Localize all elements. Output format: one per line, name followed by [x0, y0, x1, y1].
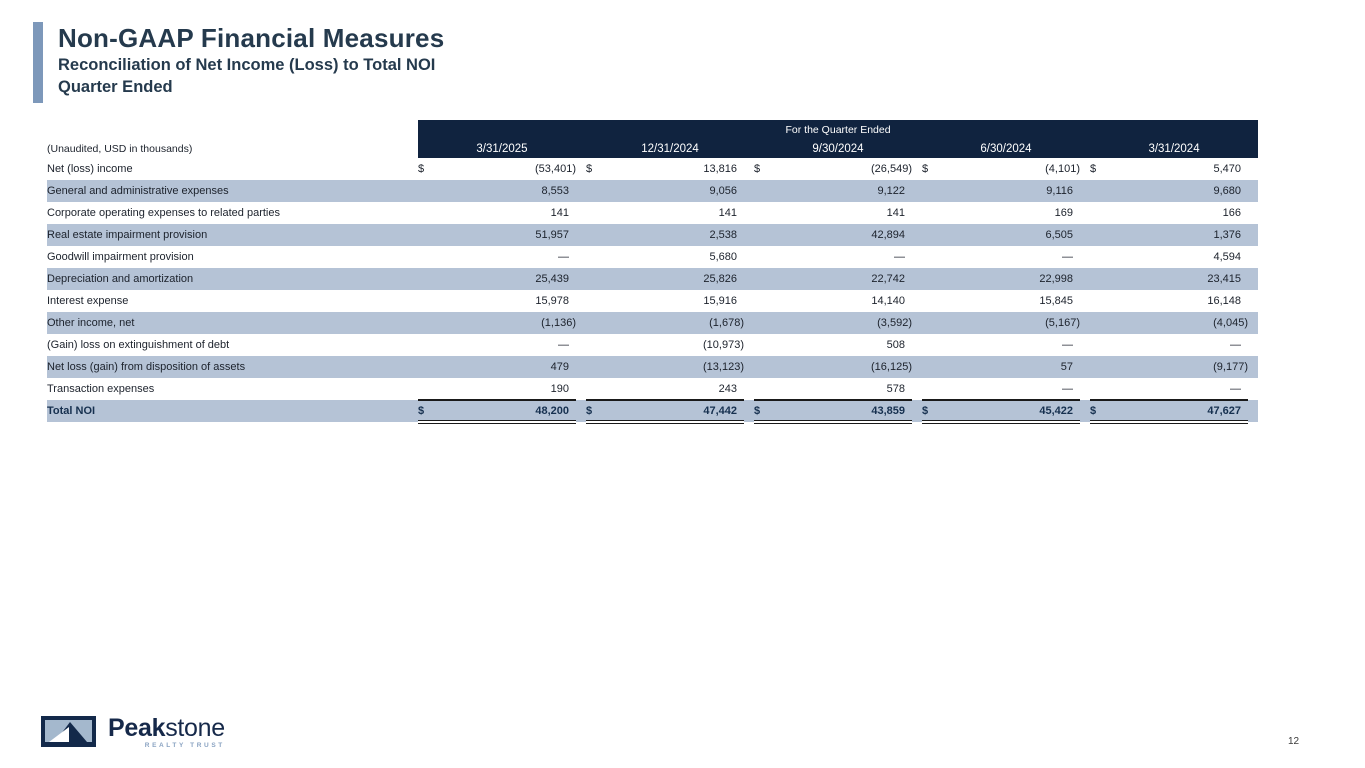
dollar-sign [418, 268, 440, 290]
table-row [47, 356, 1258, 378]
unaudited-note: (Unaudited, USD in thousands) [47, 140, 418, 158]
column-spacer [744, 202, 754, 224]
column-spacer [576, 334, 586, 356]
dollar-sign: $ [1090, 163, 1097, 175]
column-spacer [1080, 158, 1090, 180]
dollar-sign [586, 224, 608, 246]
column-spacer [912, 356, 922, 378]
value-cell: 479 [440, 356, 576, 378]
dollar-sign [418, 378, 440, 400]
column-spacer [1080, 290, 1090, 312]
value-cell: 15,916 [703, 295, 737, 307]
dollar-sign [1090, 334, 1112, 356]
value-cell: 48,200 [440, 400, 576, 422]
dollar-sign [586, 180, 608, 202]
column-spacer [1248, 378, 1258, 400]
dollar-sign [586, 246, 608, 268]
page-number: 12 [1288, 736, 1300, 747]
column-spacer [744, 180, 754, 202]
page-subtitle-line2: Quarter Ended [58, 78, 173, 97]
column-spacer [744, 356, 754, 378]
dollar-sign [1090, 378, 1112, 400]
value-cell: 15,978 [535, 295, 569, 307]
value-cell: — [558, 251, 569, 263]
value-cell: 141 [886, 207, 905, 219]
dollar-sign: $ [922, 163, 929, 175]
value-cell: (4,045) [1112, 312, 1248, 334]
table-row [47, 378, 1258, 400]
dollar-sign [586, 312, 608, 334]
page-subtitle-line1: Reconciliation of Net Income (Loss) to Total NOI [58, 56, 436, 75]
row-label: Corporate operating expenses to related parties [47, 207, 280, 219]
dollar-sign [418, 290, 440, 312]
dollar-sign [754, 312, 776, 334]
column-spacer [912, 400, 922, 422]
column-spacer [1248, 312, 1258, 334]
title-accent-bar [33, 22, 43, 103]
dollar-sign [1090, 356, 1112, 378]
table-row [47, 334, 1258, 356]
quarter-ended-group-header: For the Quarter Ended [418, 120, 1258, 140]
row-label: Depreciation and amortization [47, 268, 418, 290]
column-spacer [1080, 268, 1090, 290]
value-cell: 15,845 [1039, 295, 1073, 307]
dollar-sign [418, 356, 440, 378]
column-spacer [576, 290, 586, 312]
column-spacer [912, 334, 922, 356]
value-cell: 166 [1222, 207, 1241, 219]
dollar-sign: $ [586, 400, 608, 422]
table-row [47, 246, 1258, 268]
row-label: Net (loss) income [47, 163, 133, 175]
column-spacer [1248, 356, 1258, 378]
value-cell: 42,894 [776, 224, 912, 246]
value-cell: 141 [550, 207, 569, 219]
value-cell: (3,592) [776, 312, 912, 334]
value-cell: 508 [886, 339, 905, 351]
dollar-sign [922, 378, 944, 400]
column-spacer [744, 158, 754, 180]
column-spacer [744, 400, 754, 422]
dollar-sign [922, 334, 944, 356]
value-cell: (53,401) [535, 163, 576, 175]
column-spacer [912, 268, 922, 290]
dollar-sign [922, 202, 944, 224]
column-spacer [576, 268, 586, 290]
dollar-sign [418, 202, 440, 224]
column-spacer [1248, 268, 1258, 290]
value-cell: — [894, 251, 905, 263]
column-spacer [1080, 378, 1090, 400]
slide-header [33, 22, 444, 103]
column-spacer [576, 202, 586, 224]
value-cell: — [1230, 339, 1241, 351]
value-cell: (16,125) [776, 356, 912, 378]
value-cell: 51,957 [440, 224, 576, 246]
table-row [47, 202, 1258, 224]
column-spacer [744, 334, 754, 356]
dollar-sign [922, 180, 944, 202]
column-spacer [576, 312, 586, 334]
dollar-sign [586, 356, 608, 378]
value-cell: (5,167) [944, 312, 1080, 334]
value-cell: 8,553 [440, 180, 576, 202]
value-cell: 25,439 [440, 268, 576, 290]
column-spacer [576, 356, 586, 378]
dollar-sign: $ [922, 400, 944, 422]
dollar-sign [754, 224, 776, 246]
table-row [47, 290, 1258, 312]
column-spacer [1080, 180, 1090, 202]
row-label: Interest expense [47, 295, 129, 307]
dollar-sign [922, 246, 944, 268]
table-row [47, 224, 1258, 246]
value-cell: 57 [944, 356, 1080, 378]
table-container [47, 120, 1258, 424]
value-cell: 578 [886, 382, 905, 395]
column-spacer [1080, 400, 1090, 422]
value-cell: 22,998 [944, 268, 1080, 290]
logo-subtext: REALTY TRUST [144, 742, 225, 749]
value-cell: 9,680 [1112, 180, 1248, 202]
value-cell: — [1062, 382, 1073, 395]
dollar-sign [754, 246, 776, 268]
total-noi-row [47, 400, 1258, 422]
column-spacer [744, 312, 754, 334]
dollar-sign [418, 224, 440, 246]
column-spacer [744, 268, 754, 290]
dollar-sign: $ [754, 163, 761, 175]
dollar-sign [1090, 246, 1112, 268]
column-spacer [912, 224, 922, 246]
row-label: (Gain) loss on extinguishment of debt [47, 339, 230, 351]
column-spacer [912, 202, 922, 224]
column-spacer [1248, 400, 1258, 422]
table-row [47, 312, 1258, 334]
value-cell: 5,680 [709, 251, 737, 263]
column-spacer [912, 290, 922, 312]
dollar-sign [586, 334, 608, 356]
dollar-sign [586, 378, 608, 400]
reconciliation-table [47, 120, 1258, 424]
column-header-2: 9/30/2024 [754, 140, 922, 158]
value-cell: 16,148 [1207, 295, 1241, 307]
table-group-header-row [47, 120, 1258, 140]
value-cell: (26,549) [871, 163, 912, 175]
dollar-sign [586, 268, 608, 290]
row-label: General and administrative expenses [47, 180, 418, 202]
value-cell: 2,538 [608, 224, 744, 246]
column-spacer [744, 246, 754, 268]
value-cell: 22,742 [776, 268, 912, 290]
dollar-sign [922, 312, 944, 334]
logo-text-light: stone [165, 714, 225, 742]
column-spacer [1248, 246, 1258, 268]
peakstone-logo-icon [41, 716, 96, 747]
table-date-header-row [47, 140, 1258, 158]
column-spacer [1080, 224, 1090, 246]
column-spacer [1248, 224, 1258, 246]
column-spacer [576, 224, 586, 246]
value-cell: 9,116 [944, 180, 1080, 202]
column-spacer [1248, 334, 1258, 356]
group-header-spacer [47, 120, 418, 140]
page-title: Non-GAAP Financial Measures [58, 23, 445, 53]
column-spacer [1080, 334, 1090, 356]
value-cell: 25,826 [608, 268, 744, 290]
logo-text-bold: Peak [108, 714, 166, 742]
column-spacer [1248, 158, 1258, 180]
table-row [47, 158, 1258, 180]
dollar-sign [586, 290, 608, 312]
column-spacer [576, 180, 586, 202]
dollar-sign: $ [1090, 400, 1112, 422]
column-spacer [744, 378, 754, 400]
column-spacer [1248, 180, 1258, 202]
column-spacer [576, 246, 586, 268]
column-spacer [912, 180, 922, 202]
column-spacer [744, 290, 754, 312]
value-cell: 23,415 [1112, 268, 1248, 290]
column-spacer [576, 378, 586, 400]
value-cell: 9,056 [608, 180, 744, 202]
dollar-sign: $ [418, 400, 440, 422]
value-cell: 1,376 [1112, 224, 1248, 246]
column-spacer [744, 224, 754, 246]
dollar-sign [1090, 290, 1112, 312]
dollar-sign [922, 268, 944, 290]
dollar-sign [418, 334, 440, 356]
row-label: Transaction expenses [47, 383, 155, 395]
dollar-sign [754, 290, 776, 312]
column-spacer [1080, 312, 1090, 334]
dollar-sign [418, 180, 440, 202]
dollar-sign [754, 334, 776, 356]
company-logo [41, 716, 225, 750]
dollar-sign [418, 246, 440, 268]
column-spacer [912, 246, 922, 268]
value-cell: 243 [718, 382, 737, 395]
dollar-sign [922, 356, 944, 378]
column-header-1: 12/31/2024 [586, 140, 754, 158]
value-cell: — [1230, 382, 1241, 395]
column-spacer [1080, 246, 1090, 268]
dollar-sign: $ [754, 400, 776, 422]
value-cell: 5,470 [1213, 163, 1241, 175]
value-cell: (4,101) [1045, 163, 1080, 175]
row-label: Other income, net [47, 312, 418, 334]
value-cell: — [1062, 339, 1073, 351]
dollar-sign [754, 202, 776, 224]
column-header-3: 6/30/2024 [922, 140, 1090, 158]
column-spacer [912, 378, 922, 400]
title-block [58, 22, 444, 103]
value-cell: 43,859 [776, 400, 912, 422]
value-cell: 45,422 [944, 400, 1080, 422]
value-cell: 47,442 [608, 400, 744, 422]
value-cell: (1,678) [608, 312, 744, 334]
dollar-sign [586, 202, 608, 224]
dollar-sign [754, 180, 776, 202]
value-cell: 190 [550, 382, 569, 395]
value-cell: (1,136) [440, 312, 576, 334]
value-cell: 6,505 [944, 224, 1080, 246]
dollar-sign [1090, 224, 1112, 246]
column-spacer [1080, 356, 1090, 378]
value-cell: (9,177) [1112, 356, 1248, 378]
total-row-label: Total NOI [47, 400, 418, 422]
dollar-sign [754, 378, 776, 400]
column-header-0: 3/31/2025 [418, 140, 586, 158]
value-cell: 169 [1054, 207, 1073, 219]
dollar-sign [418, 312, 440, 334]
column-spacer [576, 400, 586, 422]
value-cell: (10,973) [703, 339, 744, 351]
value-cell: 47,627 [1112, 400, 1248, 422]
dollar-sign [1090, 180, 1112, 202]
dollar-sign: $ [586, 163, 593, 175]
column-spacer [1080, 202, 1090, 224]
value-cell: 9,122 [776, 180, 912, 202]
dollar-sign [754, 356, 776, 378]
row-label: Net loss (gain) from disposition of assets [47, 356, 418, 378]
value-cell: — [558, 339, 569, 351]
value-cell: 13,816 [703, 163, 737, 175]
column-spacer [912, 312, 922, 334]
column-header-4: 3/31/2024 [1090, 140, 1258, 158]
table-row [47, 180, 1258, 202]
value-cell: 14,140 [871, 295, 905, 307]
dollar-sign [1090, 312, 1112, 334]
row-label: Goodwill impairment provision [47, 251, 194, 263]
row-label: Real estate impairment provision [47, 224, 418, 246]
value-cell: — [1062, 251, 1073, 263]
dollar-sign [922, 290, 944, 312]
value-cell: (13,123) [608, 356, 744, 378]
dollar-sign [754, 268, 776, 290]
column-spacer [1248, 202, 1258, 224]
column-spacer [576, 158, 586, 180]
column-spacer [1248, 290, 1258, 312]
dollar-sign [1090, 202, 1112, 224]
dollar-sign [922, 224, 944, 246]
column-spacer [912, 158, 922, 180]
dollar-sign: $ [418, 163, 425, 175]
dollar-sign [1090, 268, 1112, 290]
value-cell: 4,594 [1213, 251, 1241, 263]
table-row [47, 268, 1258, 290]
value-cell: 141 [718, 207, 737, 219]
logo-wordmark [108, 716, 225, 750]
